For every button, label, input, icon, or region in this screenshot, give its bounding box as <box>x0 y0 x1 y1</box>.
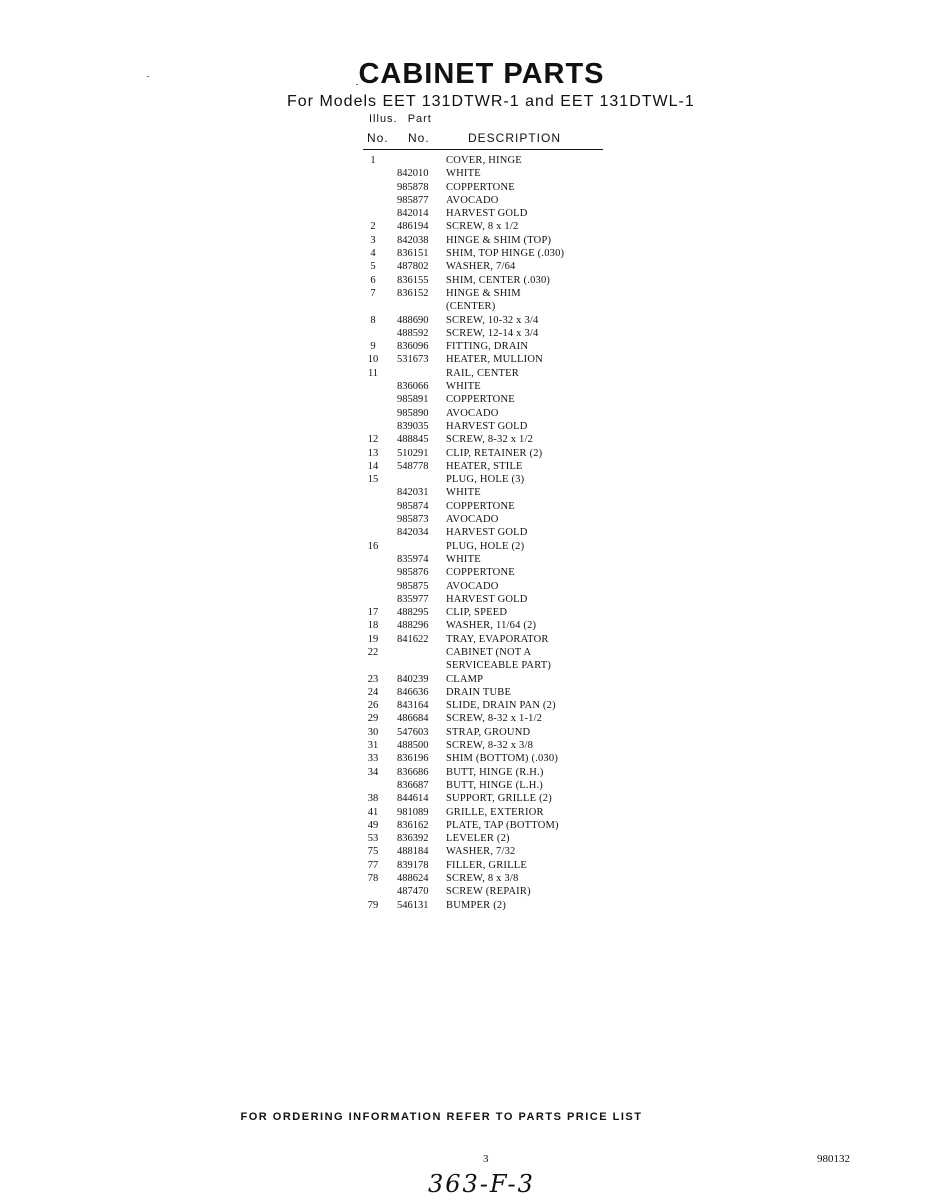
table-row <box>0 500 943 513</box>
part-no: 846636 <box>397 686 429 698</box>
table-row <box>0 779 943 792</box>
illus-no: 26 <box>367 700 379 712</box>
part-no: 488184 <box>397 846 429 858</box>
illus-no: 53 <box>367 833 379 845</box>
description: SCREW (REPAIR) <box>446 886 531 898</box>
table-row <box>0 566 943 579</box>
document-code: 980132 <box>817 1153 850 1165</box>
illus-no: 4 <box>370 248 376 260</box>
illus-no: 75 <box>367 846 379 858</box>
description: SHIM, CENTER (.030) <box>446 274 551 286</box>
description: RAIL, CENTER <box>446 367 519 379</box>
part-no: 985873 <box>397 514 429 526</box>
description: CLAMP <box>446 673 484 685</box>
illus-no: 29 <box>367 713 379 725</box>
description: HEATER, STILE <box>446 460 523 472</box>
illus-no: 17 <box>367 607 379 619</box>
parts-list <box>0 154 943 912</box>
description: GRILLE, EXTERIOR <box>446 806 544 818</box>
table-row <box>0 154 943 167</box>
description: AVOCADO <box>446 514 499 526</box>
part-no: 985875 <box>397 580 429 592</box>
table-row <box>0 885 943 898</box>
part-no: 842038 <box>397 234 429 246</box>
description: AVOCADO <box>446 580 499 592</box>
table-row <box>0 659 943 672</box>
table-row <box>0 260 943 273</box>
part-no: 981089 <box>397 806 429 818</box>
part-no: 842034 <box>397 527 429 539</box>
table-row <box>0 806 943 819</box>
description: WASHER, 7/64 <box>446 261 516 273</box>
description: WHITE <box>446 553 481 565</box>
description: (CENTER) <box>446 301 496 313</box>
header-divider <box>363 149 603 150</box>
illus-no: 19 <box>367 633 379 645</box>
description: WASHER, 11/64 (2) <box>446 620 537 632</box>
description: BUTT, HINGE (R.H.) <box>446 766 544 778</box>
part-no: 844614 <box>397 793 429 805</box>
part-no: 985877 <box>397 194 429 206</box>
description: SCREW, 8-32 x 3/8 <box>446 740 534 752</box>
part-no: 486684 <box>397 713 429 725</box>
table-row <box>0 460 943 473</box>
part-no: 985874 <box>397 500 429 512</box>
table-row <box>0 486 943 499</box>
description: COVER, HINGE <box>446 155 522 166</box>
table-row <box>0 220 943 233</box>
illus-no: 30 <box>367 726 379 738</box>
part-no: 488296 <box>397 620 429 632</box>
part-label: Part <box>407 113 432 125</box>
description: HINGE & SHIM <box>446 287 521 299</box>
illus-no: 15 <box>367 474 379 486</box>
table-row <box>0 712 943 725</box>
part-no: 985890 <box>397 407 429 419</box>
table-row <box>0 407 943 420</box>
description: STRAP, GROUND <box>446 726 531 738</box>
description-header: DESCRIPTION <box>468 131 562 145</box>
description: CLIP, SPEED <box>446 607 508 619</box>
illus-no: 2 <box>370 221 376 233</box>
part-no: 486194 <box>397 221 429 233</box>
description: HARVEST GOLD <box>446 593 528 605</box>
table-row <box>0 327 943 340</box>
table-row <box>0 167 943 180</box>
page-title: CABINET PARTS <box>358 58 605 90</box>
illus-no: 10 <box>367 354 379 366</box>
table-row <box>0 513 943 526</box>
table-row <box>0 314 943 327</box>
illus-no: 78 <box>367 873 379 885</box>
table-row <box>0 899 943 912</box>
part-no: 836066 <box>397 381 429 393</box>
description: HARVEST GOLD <box>446 420 528 432</box>
description: BUTT, HINGE (L.H.) <box>446 779 544 791</box>
illus-no: 31 <box>367 740 379 752</box>
illus-no: 33 <box>367 753 379 765</box>
illus-no: 22 <box>367 646 379 658</box>
table-row <box>0 473 943 486</box>
description: HARVEST GOLD <box>446 208 528 220</box>
table-row <box>0 340 943 353</box>
description: WHITE <box>446 487 481 499</box>
table-row <box>0 181 943 194</box>
table-row <box>0 353 943 366</box>
description: COPPERTONE <box>446 567 515 579</box>
description: CABINET (NOT A <box>446 646 532 658</box>
table-row <box>0 739 943 752</box>
table-row <box>0 819 943 832</box>
part-no: 488690 <box>397 314 429 326</box>
illus-no-header: No. <box>367 131 389 145</box>
illus-no: 6 <box>370 274 376 286</box>
description: SCREW, 12-14 x 3/4 <box>446 327 539 339</box>
table-row <box>0 606 943 619</box>
illus-no: 3 <box>370 234 376 246</box>
table-row <box>0 832 943 845</box>
table-row <box>0 686 943 699</box>
part-no: 985878 <box>397 181 429 193</box>
description: COPPERTONE <box>446 181 515 193</box>
table-row <box>0 367 943 380</box>
table-row <box>0 526 943 539</box>
illus-no: 41 <box>367 806 379 818</box>
part-no-header: No. <box>408 131 430 145</box>
part-no: 488500 <box>397 740 429 752</box>
description: AVOCADO <box>446 194 499 206</box>
illus-no: 18 <box>367 620 379 632</box>
illus-no: 1 <box>370 155 376 166</box>
table-row <box>0 194 943 207</box>
part-no: 836152 <box>397 287 429 299</box>
description: PLATE, TAP (BOTTOM) <box>446 819 559 831</box>
description: SCREW, 8-32 x 1-1/2 <box>446 713 543 725</box>
illus-no: 14 <box>367 460 379 472</box>
part-no: 487802 <box>397 261 429 273</box>
description: SCREW, 8-32 x 1/2 <box>446 434 534 446</box>
illus-label: Illus. <box>369 113 398 125</box>
table-row <box>0 726 943 739</box>
illus-no: 7 <box>370 287 376 299</box>
table-row <box>0 247 943 260</box>
description: HEATER, MULLION <box>446 354 543 366</box>
part-no: 985891 <box>397 394 429 406</box>
part-no: 487470 <box>397 886 429 898</box>
illus-no: 16 <box>367 540 379 552</box>
description: COPPERTONE <box>446 394 515 406</box>
part-no: 546131 <box>397 899 429 911</box>
part-no: 488592 <box>397 327 429 339</box>
table-row <box>0 792 943 805</box>
part-no: 531673 <box>397 354 429 366</box>
table-row <box>0 845 943 858</box>
illus-no: 11 <box>367 367 379 379</box>
description: HARVEST GOLD <box>446 527 528 539</box>
part-no: 985876 <box>397 567 429 579</box>
description: LEVELER (2) <box>446 833 510 845</box>
table-row <box>0 646 943 659</box>
part-no: 836096 <box>397 341 429 353</box>
part-no: 836686 <box>397 766 429 778</box>
part-no: 836687 <box>397 779 429 791</box>
table-row <box>0 872 943 885</box>
part-no: 840239 <box>397 673 429 685</box>
part-no: 548778 <box>397 460 429 472</box>
illus-no: 77 <box>367 859 379 871</box>
table-row <box>0 300 943 313</box>
table-row <box>0 433 943 446</box>
illus-no: 34 <box>367 766 379 778</box>
illus-no: 8 <box>370 314 376 326</box>
table-row <box>0 553 943 566</box>
illus-no: 49 <box>367 819 379 831</box>
description: CLIP, RETAINER (2) <box>446 447 543 459</box>
table-row <box>0 619 943 632</box>
part-no: 488295 <box>397 607 429 619</box>
handwritten-note: 363-F-3 <box>428 1170 535 1198</box>
part-no: 836162 <box>397 819 429 831</box>
part-no: 836151 <box>397 248 429 260</box>
table-row <box>0 580 943 593</box>
description: WASHER, 7/32 <box>446 846 516 858</box>
table-row <box>0 593 943 606</box>
models-subtitle: For Models EET 131DTWR-1 and EET 131DTWL-1 <box>287 93 695 110</box>
part-no: 841622 <box>397 633 429 645</box>
table-row <box>0 766 943 779</box>
description: COPPERTONE <box>446 500 515 512</box>
description: PLUG, HOLE (2) <box>446 540 525 552</box>
description: SLIDE, DRAIN PAN (2) <box>446 700 556 712</box>
illus-no: 38 <box>367 793 379 805</box>
description: FITTING, DRAIN <box>446 341 529 353</box>
table-row <box>0 859 943 872</box>
table-row <box>0 420 943 433</box>
table-row <box>0 207 943 220</box>
description: HINGE & SHIM (TOP) <box>446 234 552 246</box>
part-no: 842031 <box>397 487 429 499</box>
description: WHITE <box>446 381 481 393</box>
description: DRAIN TUBE <box>446 686 512 698</box>
part-no: 488624 <box>397 873 429 885</box>
description: TRAY, EVAPORATOR <box>446 633 549 645</box>
part-no: 843164 <box>397 700 429 712</box>
illus-no: 9 <box>370 341 376 353</box>
column-header-top <box>369 113 432 125</box>
description: SCREW, 10-32 x 3/4 <box>446 314 539 326</box>
page-number: 3 <box>483 1153 489 1165</box>
part-no: 842010 <box>397 168 429 180</box>
description: FILLER, GRILLE <box>446 859 527 871</box>
table-row <box>0 380 943 393</box>
illus-no: 79 <box>367 899 379 911</box>
table-row <box>0 540 943 553</box>
table-row <box>0 234 943 247</box>
part-no: 839035 <box>397 420 429 432</box>
table-row <box>0 633 943 646</box>
illus-no: 23 <box>367 673 379 685</box>
description: SHIM (BOTTOM) (.030) <box>446 753 559 765</box>
part-no: 488845 <box>397 434 429 446</box>
part-no: 839178 <box>397 859 429 871</box>
table-row <box>0 274 943 287</box>
table-row <box>0 447 943 460</box>
part-no: 547603 <box>397 726 429 738</box>
illus-no: 5 <box>370 261 376 273</box>
part-no: 836196 <box>397 753 429 765</box>
description: SCREW, 8 x 1/2 <box>446 221 519 233</box>
description: SERVICEABLE PART) <box>446 660 552 672</box>
description: AVOCADO <box>446 407 499 419</box>
table-row <box>0 752 943 765</box>
description: WHITE <box>446 168 481 180</box>
description: PLUG, HOLE (3) <box>446 474 525 486</box>
table-row <box>0 393 943 406</box>
table-row <box>0 673 943 686</box>
illus-no: 13 <box>367 447 379 459</box>
illus-no: 12 <box>367 434 379 446</box>
part-no: 510291 <box>397 447 429 459</box>
ordering-info-footer: FOR ORDERING INFORMATION REFER TO PARTS PRICE LIST <box>240 1111 643 1123</box>
table-row <box>0 699 943 712</box>
part-no: 836392 <box>397 833 429 845</box>
description: BUMPER (2) <box>446 899 507 911</box>
description: SCREW, 8 x 3/8 <box>446 873 519 885</box>
part-no: 835974 <box>397 553 429 565</box>
description: SUPPORT, GRILLE (2) <box>446 793 552 805</box>
illus-no: 24 <box>367 686 379 698</box>
description: SHIM, TOP HINGE (.030) <box>446 248 565 260</box>
part-no: 835977 <box>397 593 429 605</box>
part-no: 842014 <box>397 208 429 220</box>
part-no: 836155 <box>397 274 429 286</box>
table-row <box>0 287 943 300</box>
